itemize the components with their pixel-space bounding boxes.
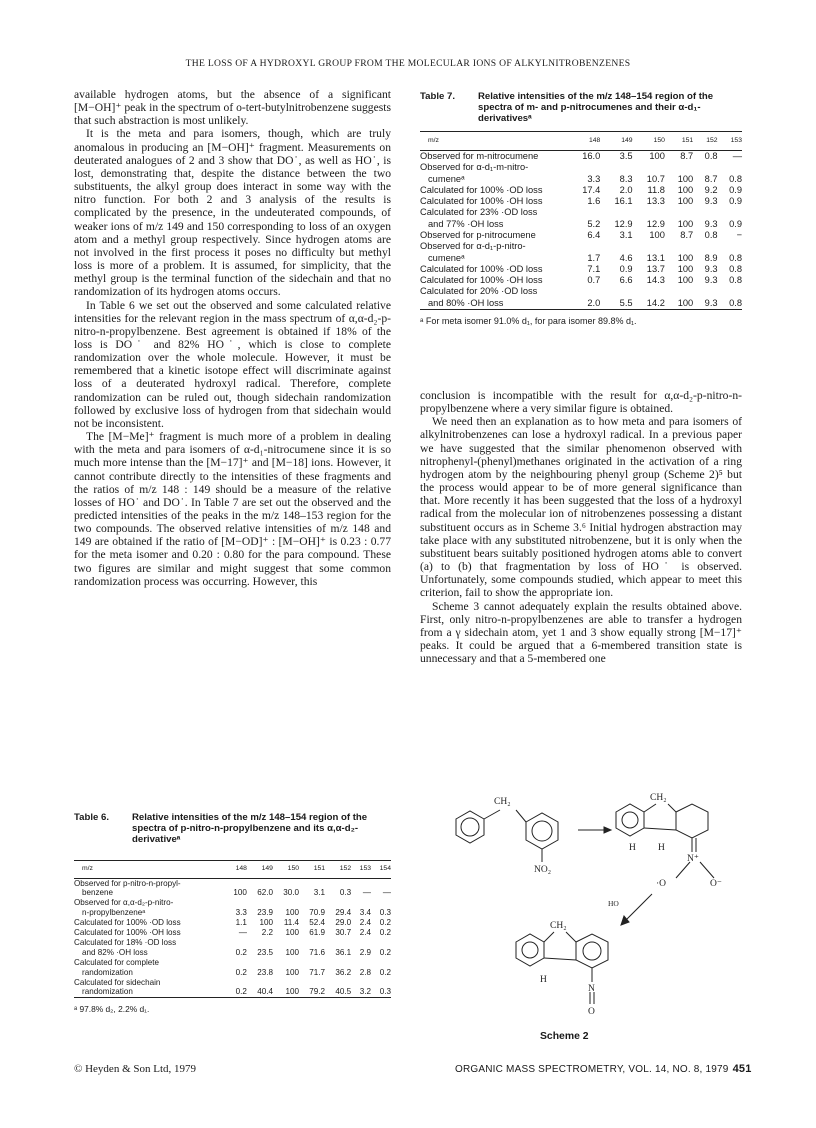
table-cell: 0.8 [729,297,742,308]
table-cell: 0.9 [619,263,633,274]
table-cell: 3.2 [359,987,372,997]
rule-cell [74,998,391,999]
table-cell: 29.0 [335,918,352,928]
running-head: THE LOSS OF A HYDROXYL GROUP FROM THE MOLECULAR IONS OF ALKYLNITROBENZENES [185,58,631,69]
copyright: © Heyden & Son Ltd, 1979 [74,1063,197,1075]
table-cell: 9.3 [704,218,718,229]
bond [544,958,576,960]
table-cell: 5.2 [587,218,601,229]
bond [566,932,576,942]
table-row [420,162,742,185]
table-cell: 100 [259,918,273,928]
column-header: 148 [235,864,247,872]
atom-label: CH₂ [494,797,511,807]
table-cell: 9.2 [704,184,718,195]
table-cell: 100 [285,987,300,997]
table-row [420,286,742,309]
atom-label: ·O [656,879,667,889]
table-cell: 6.6 [619,275,633,286]
table-cell: 100 [649,150,665,161]
row-label [74,928,224,938]
table-cell: 100 [677,252,694,263]
bond [700,862,714,878]
row-label-line: cumeneᵃ [428,252,465,263]
table-caption-text: Relative intensities of the m/z 148–154 region of the spectra of p-nitro-n-propylbenzene and its α,α-d₂-derivativeᵃ [132,812,368,846]
table-cell: 100 [677,218,694,229]
benzene-ring [516,934,544,966]
table-cell: 100 [677,263,694,274]
paragraph: It is the meta and para isomers, though, which are truly anomalous in producing an [M−OH]⁺ fragment. Measurements on deuterated analogues of 2 and 3 show that DO˙, as well as HO˙, is lost, demonstrating that, despite the distance between the two substituents, the alkyl group does interact in some way with the nitro function. For both 2 and 3 analysis of the results is complicated by the presence, in the undeuterated compounds, of weaker ions of m/z 149 and 150 corresponding to loss of an oxygen atom and a methyl group respectively. Since hydrogen atoms are not involved in the first process it poses no difficulty but methyl loss is more of a problem. It is assumed, for simplicity, that the methyl group is the terminal function of the sidechain and that no randomization of its hydrogen atoms occurs. [74,127,391,299]
table-footnote: ᵃ 97.8% d₂, 2.2% d₁. [74,1004,150,1015]
atom-label: N⁺ [687,854,699,864]
table-cell: 0.2 [235,967,247,977]
table-cell: 6.4 [587,229,601,240]
table-cell: 0.2 [379,967,391,977]
atom-label: HO [608,899,619,908]
table-cell: 0.3 [379,987,391,997]
row-label [420,150,568,162]
table-cell: 36.2 [335,967,352,977]
column-header: 153 [359,864,372,872]
table-cell: 40.5 [335,987,352,997]
table-cell: 11.4 [283,918,300,928]
journal-name: ORGANIC MASS SPECTROMETRY, VOL. 14, NO. 8, 1979 [455,1064,729,1075]
column-header: 151 [681,136,694,144]
paragraph: conclusion is incompatible with the result for α,α-d₂-p-nitro-n-propylbenzene where a very similar figure is obtained. [420,389,742,416]
table-cell: 100 [285,928,300,938]
paragraph: Scheme 3 cannot adequately explain the results obtained above. First, only nitro-n-propylbenzenes are able to transfer a hydrogen from a γ sidechain atom, yet 1 and 3 show equally strong [M−17]⁺ peaks. It could be argued that a 6-membered transition state is unnecessary and that a 5-membered one [420,599,742,666]
rule-cell [420,310,742,311]
row-label-line: and 82% ·OH loss [82,947,148,957]
row-label [420,162,568,185]
row-label-line: Calculated for 23% ·OD loss [420,207,538,218]
row-label [74,878,224,898]
table-row [74,978,391,998]
column-header: 150 [653,136,665,144]
row-label [74,918,224,928]
bond [668,804,676,812]
table-row [420,185,742,196]
arrow-head [604,827,611,833]
row-label-line: Calculated for 100% ·OD loss [420,263,543,274]
row-label [420,185,568,196]
table-cell: 12.9 [614,218,633,229]
ring [676,804,708,838]
row-label [74,978,224,998]
table-cell: 11.8 [647,184,665,195]
table-cell: 3.3 [587,173,601,184]
aromatic-circle [461,818,479,836]
table-cell: 100 [677,275,694,286]
table-cell: 0.8 [704,229,718,240]
table-cell: 0.2 [379,947,391,957]
row-label-line: Calculated for 100% ·OD loss [74,918,181,928]
table-cell: 70.9 [309,908,326,918]
table-cell: 0.8 [729,263,742,274]
column-header: 150 [287,864,300,872]
table-row [74,958,391,978]
bond [516,810,526,822]
table-label: Table 7. [420,91,456,102]
column-header: 154 [379,864,391,872]
table-cell: 40.4 [257,987,273,997]
table-cell: 100 [677,173,694,184]
table-cell: 0.9 [729,184,742,195]
table-row [420,150,742,162]
table-row [420,275,742,286]
aromatic-circle [522,942,538,958]
table-cell: 5.5 [619,297,633,308]
table-footnote: ᵃ For meta isomer 91.0% d₁, for para isomer 89.8% d₁. [420,316,637,327]
table-cell: 3.4 [359,908,372,918]
row-label-line: Calculated for sidechain [74,977,161,987]
arrow-head [621,916,629,925]
column-header: m/z [82,864,93,872]
table-cell: 71.7 [309,967,326,977]
table-bottom-rule [420,310,742,311]
row-label [74,958,224,978]
table-cell: 0.2 [379,928,391,938]
table-6 [74,812,391,1014]
table-7 [420,91,742,326]
table-cell: 52.4 [309,918,326,928]
table-row [74,878,391,898]
atom-label: CH₂ [650,793,667,803]
atom-label: NO₂ [534,865,552,875]
table-cell: 100 [649,229,665,240]
column-header: 153 [730,136,742,144]
row-label-line: Observed for α-d₁-p-nitro- [420,241,526,252]
table-cell: 14.3 [646,275,665,286]
table-cell: 16.1 [614,196,633,207]
table-cell: 3.5 [619,150,633,161]
table-cell: — [238,928,247,938]
table-row [74,938,391,958]
table-cell: 1.6 [587,196,601,207]
row-label-line: Calculated for 100% ·OD loss [420,184,543,195]
table-cell: 36.1 [335,947,352,957]
row-label-line: Observed for p-nitrocumene [420,229,536,240]
scheme-2-diagram [420,782,746,1032]
column-header: 152 [706,136,718,144]
table-cell: 100 [677,184,694,195]
row-label-line: Observed for p-nitro-n-propyl- [74,878,181,888]
left-column [74,88,391,588]
row-label [74,898,224,918]
aromatic-circle [583,942,601,960]
table-cell: 13.3 [646,196,665,207]
table-header-row [420,131,742,150]
table-cell: 2.0 [619,184,633,195]
table-cell: 0.3 [379,908,391,918]
table-cell: 3.1 [619,229,633,240]
table-cell: 9.3 [704,196,718,207]
table-cell: 2.9 [359,947,372,957]
journal-footer [455,1063,752,1075]
table-row [420,241,742,264]
table-row [420,230,742,241]
table-cell: 9.3 [704,297,718,308]
table-cell: 2.0 [587,297,601,308]
table-cell: 23.5 [257,947,273,957]
table-cell: 30.7 [335,928,352,938]
row-label-line: Calculated for 18% ·OD loss [74,937,177,947]
table-cell: 9.3 [704,275,718,286]
row-label-line: Observed for α,α-d₂-p-nitro- [74,898,174,908]
row-label-line: Calculated for 100% ·OH loss [420,196,543,207]
paragraph: In Table 6 we set out the observed and some calculated relative intensities for the relevant region in the mass spectrum of α,α-d₂-p-nitro-n-propylbenzene. Best agreement is obtained if 18% of the loss is DO˙ and 82% HO˙, which is close to complete randomization over the whole molecule. However, it must be remembered that a kinetic isotope effect will discriminate against loss of a deuterated hydroxyl radical. Therefore, complete randomization can be ruled out, though sidechain randomization followed by exclusive loss of hydrogen from that sidechain would not be inconsistent. [74,298,391,430]
table-header-row [74,860,391,878]
bond [644,828,676,830]
table-cell: 23.9 [257,908,273,918]
right-column [420,389,742,665]
row-label-line: randomization [82,987,133,997]
column-header: m/z [428,136,439,144]
table-cell: 0.9 [729,196,742,207]
row-label [420,230,568,241]
atom-label: CH₂ [550,921,567,931]
table-row [74,898,391,918]
column-header: 149 [261,864,273,872]
column-header: 148 [588,136,601,144]
table-cell: 14.2 [646,297,665,308]
table-cell: 100 [285,947,300,957]
table-cell: 2.8 [359,967,372,977]
row-label [420,241,568,264]
table-cell: 13.7 [646,263,665,274]
atom-label: O⁻ [710,879,722,889]
table-cell: 100 [285,908,300,918]
benzene-ring [616,804,644,836]
table-cell: 0.8 [729,275,742,286]
table-cell: 0.3 [339,888,352,898]
table-cell: 13.1 [646,252,665,263]
table-row [74,918,391,928]
table-cell: 1.1 [235,918,247,928]
column-header: 152 [339,864,352,872]
table-cell: 100 [233,888,247,898]
table-row [420,207,742,230]
row-label [420,275,568,286]
paragraph: We need then an explanation as to how meta and para isomers of alkylnitrobenzenes can lose a hydroxyl radical. In a previous paper we have suggested that the similar phenomenon observed with nitrophenyl-(phenyl)methanes originated in the activation of a ring hydrogen atom by the neighbouring phenyl group (Scheme 2)⁵ but the process would appear to be of more general significance than that. More recently it has been suggested that the loss of a hydroxyl radical from the molecular ion of nitrobenzenes possessing a distant substituent occurs as in Scheme 3.⁶ Initial hydrogen abstraction may take place with any substituted nitrobenzene, but it is only when the substituent bears suitably positioned hydrogen atoms able to convert (a) to (b) that fragmentation by loss of HO˙ is observed. Unfortunately, some compounds studied, which appear to meet this criterion, fail to show the appropriate ion. [420,415,742,600]
page-number: 451 [732,1063,752,1075]
table-cell: 61.9 [309,928,326,938]
table-cell: 8.7 [680,229,694,240]
row-label [420,286,568,309]
benzene-ring [576,934,608,968]
row-label-line: and 77% ·OH loss [428,218,504,229]
table-cell: − [736,229,742,240]
table-cell: 0.9 [729,218,742,229]
table-cell: 71.6 [309,947,326,957]
row-label-line: Calculated for complete [74,957,160,967]
row-label-line: randomization [82,967,133,977]
table-cell: 100 [285,967,300,977]
row-label-line: cumeneᵃ [428,173,465,184]
table-cell: 3.3 [235,908,247,918]
row-label-line: Observed for α-d₁-m-nitro- [420,162,529,173]
table-caption-text: Relative intensities of the m/z 148–154 region of the spectra of m- and p-nitrocumenes and their α-d₁-derivativesᵃ [478,91,714,125]
table-cell: 8.7 [704,173,718,184]
row-label-line: Calculated for 100% ·OH loss [420,275,543,286]
row-label [74,938,224,958]
table-cell: 8.7 [680,150,694,161]
table-cell: 16.0 [582,150,601,161]
column-header: 151 [313,864,326,872]
column-header: 149 [621,136,633,144]
atom-label: H [540,975,547,985]
table-cell: 23.8 [257,967,273,977]
table-cell: 7.1 [587,263,601,274]
atom-label: N [588,984,595,994]
atom-label: H [629,843,636,853]
table-cell: 1.7 [587,252,601,263]
row-label-line: and 80% ·OH loss [428,297,504,308]
table-cell: 62.0 [257,888,273,898]
table-row [420,264,742,275]
row-label-line: n-propylbenzeneᵃ [82,908,146,918]
table-cell: 0.8 [729,173,742,184]
row-label [420,196,568,207]
table-7-caption [420,91,742,125]
bond [484,810,500,819]
row-label [420,207,568,230]
row-label-line: benzene [82,888,114,898]
table-cell: 0.2 [235,947,247,957]
table-cell: 10.7 [646,173,665,184]
paragraph: available hydrogen atoms, but the absence of a significant [M−OH]⁺ peak in the spectrum of o-tert-butylnitrobenzene suggests that such abstraction is most unlikely. [74,88,391,128]
benzene-ring [526,813,558,849]
reaction-arrow [626,894,652,920]
table-cell: — [382,888,391,898]
table-cell: 0.2 [235,987,247,997]
row-label-line: Calculated for 100% ·OH loss [74,928,181,938]
bond [644,804,656,812]
table-cell: 17.4 [582,184,601,195]
table-cell: 0.8 [729,252,742,263]
table-cell: 100 [677,297,694,308]
table-cell: 79.2 [309,987,326,997]
atom-label: O [588,1007,595,1017]
table-label: Table 6. [74,812,110,823]
table-cell: — [362,888,372,898]
table-cell: 8.9 [704,252,718,263]
bond [676,862,690,878]
table-cell: — [732,150,742,161]
table-cell: 100 [677,196,694,207]
data-table [74,860,391,999]
table-cell: 29.4 [335,908,352,918]
table-cell: 0.2 [379,918,391,928]
row-label-line: Calculated for 20% ·OD loss [420,286,538,297]
table-cell: 8.3 [619,173,633,184]
table-cell: 2.2 [261,928,273,938]
row-label [420,264,568,275]
paragraph: The [M−Me]⁺ fragment is much more of a problem in dealing with the meta and para isomers of α-d₁-nitrocumene since it is so much more intense than the [M−17]⁺ and [M−18] ions. However, it cannot contribute directly to the intensities of these fragments and the ratios of m/z 148 : 149 should be a measure of the relative losses of HO˙ and DO˙. In Table 7 are set out the observed and the predicted intensities of the peaks in the m/z 148–153 region for the two compounds. The observed relative intensities of m/z 148 and 149 are obtained if the ratio of [M−OD]⁺ : [M−OH]⁺ is 0.23 : 0.77 for the meta isomer and 0.20 : 0.80 for the para compound. These two figures are similar and might suggest that some common randomization process was occurring. However, this [74,430,391,588]
scheme-caption: Scheme 2 [540,1031,589,1042]
table-cell: 12.9 [646,218,665,229]
bond [544,932,554,942]
benzene-ring [456,811,484,843]
table-cell: 2.4 [359,928,372,938]
table-row [420,196,742,207]
table-bottom-rule [74,998,391,999]
table-cell: 0.7 [587,275,601,286]
row-label-line: Observed for m-nitrocumene [420,150,539,161]
table-cell: 30.0 [283,888,300,898]
aromatic-circle [622,812,638,828]
table-cell: 4.6 [619,252,633,263]
data-table [420,131,742,310]
table-row [74,928,391,938]
table-cell: 2.4 [359,918,372,928]
table-6-caption [74,812,391,846]
atom-label: H [658,843,665,853]
table-cell: 3.1 [313,888,326,898]
table-cell: 9.3 [704,263,718,274]
aromatic-circle [532,821,552,841]
table-cell: 0.8 [704,150,718,161]
